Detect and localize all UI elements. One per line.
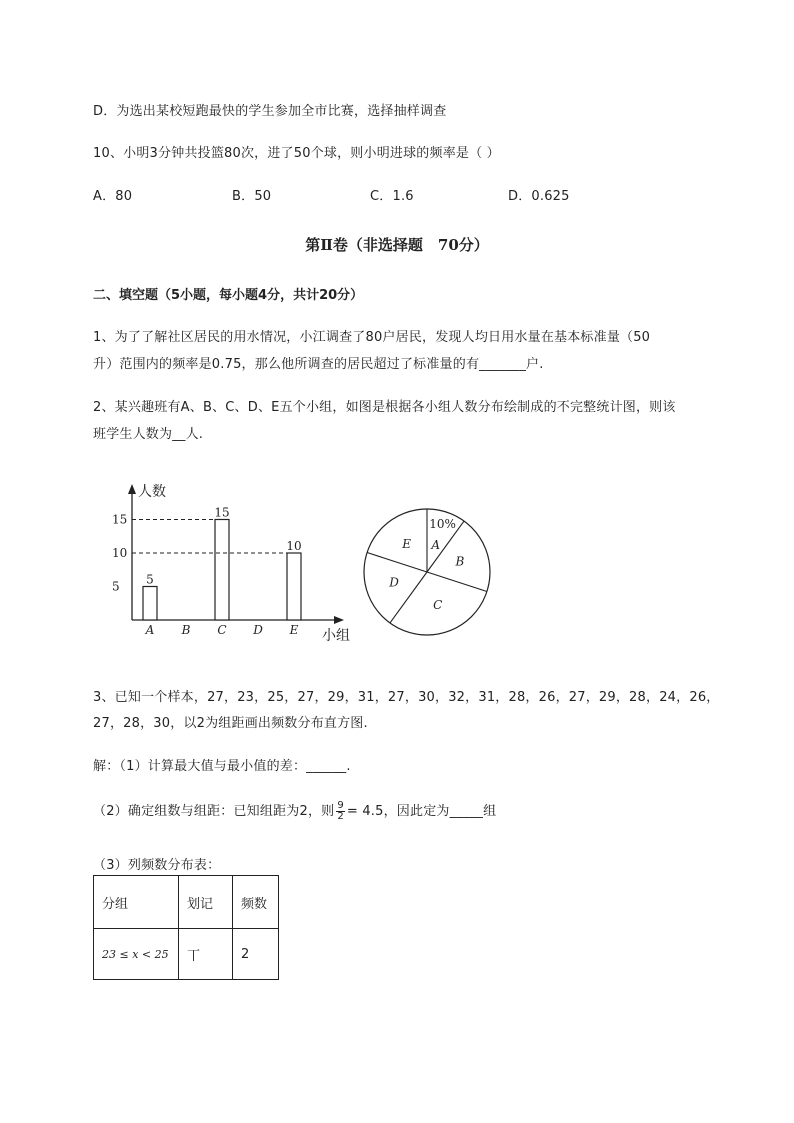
pie-slice-label: C	[433, 597, 443, 612]
q10-option-a: A．80	[93, 189, 133, 204]
cell-frequency: 2	[233, 929, 279, 980]
bar-value-label: 5	[146, 572, 154, 587]
x-tick-label: C	[217, 623, 227, 637]
fill-2-line-1: 2、某兴趣班有A、B、C、D、E五个小组，如图是根据各小组人数分布绘制成的不完整统计图，则该	[93, 400, 676, 415]
fill-1-line-1: 1、为了了解社区居民的用水情况，小江调查了80户居民，发现人均日用水量在基本标准量（50	[93, 330, 651, 345]
x-tick-label: D	[253, 623, 263, 637]
section-2-heading: 二、填空题（5小题，每小题4分，共计20分）	[93, 288, 364, 303]
solution-step-1: 解：（1）计算最大值与最小值的差：______.	[93, 759, 351, 774]
x-tick-label: E	[289, 623, 299, 637]
solution-step-3: （3）列频数分布表：	[93, 858, 221, 873]
q10-option-d: D．0.625	[508, 189, 570, 204]
y-tick-label: 5	[112, 579, 120, 594]
bar	[143, 587, 157, 621]
table-header-row	[94, 876, 279, 929]
bar-chart	[100, 480, 360, 645]
y-axis-label: 人数	[138, 484, 166, 500]
question-10: 10、小明3分钟共投篮80次，进了50个球，则小明进球的频率是（ ）	[93, 146, 500, 161]
fill-3-line-1: 3、已知一个样本，27，23，25，27，29，31，27，30，32，31，28，26，27，29，28，24，26，	[93, 690, 720, 705]
fraction-denominator: 2	[337, 811, 344, 822]
y-axis-arrow	[128, 484, 136, 494]
solution-step-2	[93, 800, 496, 822]
q9-option-d: D．为选出某校短跑最快的学生参加全市比赛，选择抽样调查	[93, 104, 447, 119]
pie-slice-label: D	[389, 575, 399, 590]
q10-option-b: B．50	[232, 189, 272, 204]
pie-slice-label: B	[455, 554, 465, 569]
x-tick-label: A	[145, 623, 155, 637]
cell-group: 23 ≤ x < 25	[94, 929, 179, 980]
part-2-title: 第Ⅱ卷（非选择题 70分）	[305, 236, 489, 254]
solution-step-2-suffix: = 4.5，因此定为_____组	[346, 804, 497, 819]
bar	[215, 520, 229, 621]
cell-tally: 丅	[179, 929, 233, 980]
fill-1-line-2: 升）范围内的频率是0.75，那么他所调查的居民超过了标准量的有_______户.	[93, 357, 544, 372]
fraction-numerator: 9	[337, 800, 344, 811]
pie-slice-label: E	[402, 536, 412, 551]
x-tick-label: B	[181, 623, 191, 637]
header-group: 分组	[94, 876, 179, 929]
q10-option-c: C．1.6	[370, 189, 414, 204]
bar-value-label: 15	[214, 505, 230, 520]
bar	[287, 553, 301, 620]
fill-3-line-2: 27，28，30，以2为组距画出频数分布直方图.	[93, 716, 368, 731]
y-tick-label: 10	[112, 546, 128, 560]
x-axis-arrow	[334, 616, 344, 624]
pie-slice-label: A	[431, 538, 441, 553]
fraction-9-over-2	[336, 801, 345, 822]
table-row	[94, 929, 279, 980]
header-tally: 划记	[179, 876, 233, 929]
pie-chart	[360, 505, 495, 640]
y-tick-label: 15	[112, 512, 128, 527]
x-axis-label: 小组	[322, 628, 350, 644]
pie-annotation: 10%	[429, 517, 456, 532]
solution-step-2-prefix: （2）确定组数与组距：已知组距为2，则	[93, 804, 335, 819]
fill-2-line-2: 班学生人数为__人.	[93, 427, 204, 442]
bar-value-label: 10	[286, 539, 302, 553]
header-frequency: 频数	[233, 876, 279, 929]
frequency-table	[93, 875, 279, 980]
